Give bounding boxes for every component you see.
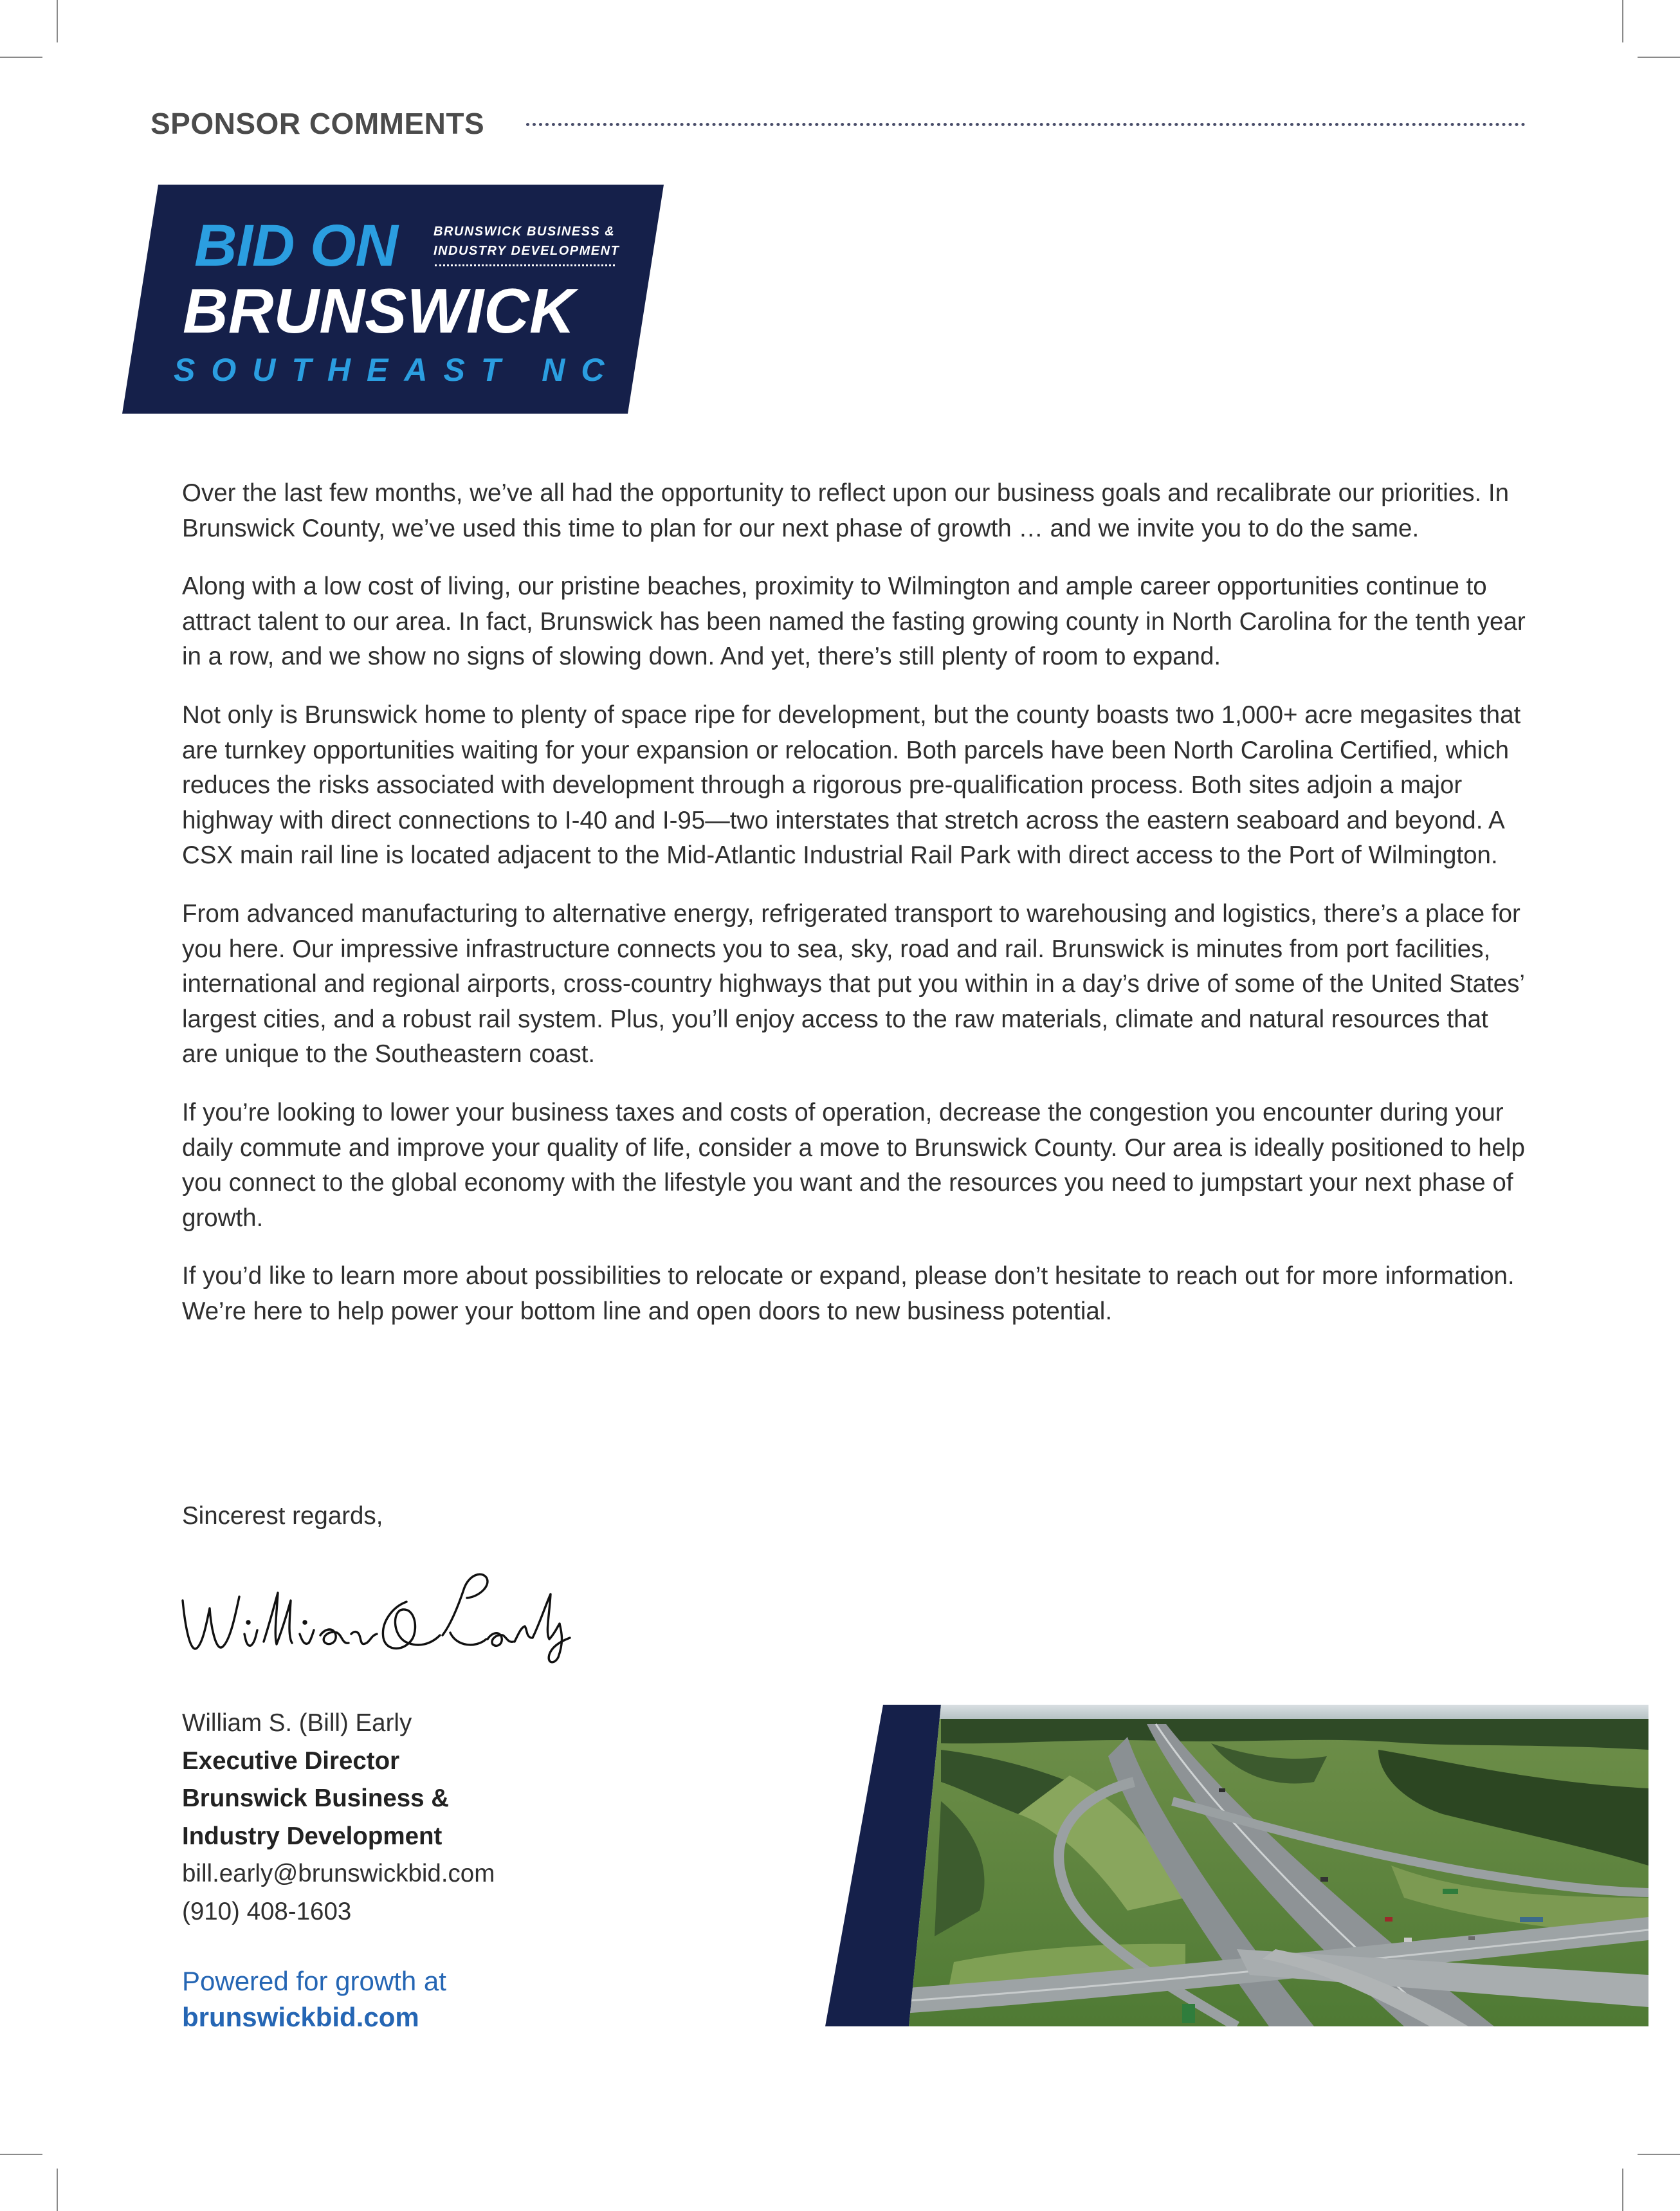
section-title: SPONSOR COMMENTS	[151, 107, 485, 140]
logo-line-bid-on: BID ON	[194, 213, 397, 279]
logo-line-southeast: SOUTHEAST NC	[174, 352, 621, 388]
closing-salutation: Sincerest regards,	[182, 1502, 383, 1530]
contact-org-line1: Brunswick Business &	[182, 1784, 450, 1812]
powered-by-block	[182, 1963, 446, 2035]
contact-org-line2: Industry Development	[182, 1822, 443, 1850]
paragraph-3: Not only is Brunswick home to plenty of space ripe for development, but the county boasts two 1,000+ acre megasites that are turnkey opportunities waiting for your expansion or relocation. Both parcels have been North Carolina Certified, which reduces the risks associated with development through a rigorous pre-qualification process. Both sites adjoin a major highway with direct connections to I-40 and I-95—two interstates that stretch across the eastern seaboard and beyond. A CSX main rail line is located adjacent to the Mid-Atlantic Industrial Rail Park with direct access to the Port of Wilmington.	[182, 701, 1521, 870]
crop-mark-top-right-v	[1622, 0, 1623, 42]
logo-tagline-line1: BRUNSWICK BUSINESS &	[434, 225, 616, 239]
logo-tagline	[434, 222, 620, 261]
logo-line-brunswick: BRUNSWICK	[183, 275, 575, 346]
crop-mark-bottom-left-v	[57, 2169, 58, 2211]
crop-mark-bottom-right-v	[1622, 2169, 1623, 2211]
crop-mark-bottom-right-h	[1638, 2154, 1680, 2155]
paragraph-5: If you’re looking to lower your business taxes and costs of operation, decrease the congestion you encounter during your daily commute and improve your quality of life, consider a move to Brunswick County. Our area is ideally positioned to help you connect to the global economy with the lifestyle you want and the resources you need to jumpstart your next phase of growth.	[182, 1098, 1525, 1232]
paragraph-2: Along with a low cost of living, our pristine beaches, proximity to Wilmington and ample career opportunities continue to attract talent to our area. In fact, Brunswick has been named the fasting growing county in North Carolina for the tenth year in a row, and we show no signs of slowing down. And yet, there’s still plenty of room to expand.	[182, 573, 1526, 671]
crop-mark-top-left-h	[0, 57, 42, 58]
paragraph-4: From advanced manufacturing to alternative energy, refrigerated transport to warehousing and logistics, there’s a place for you here. Our impressive infrastructure connects you to sea, sky, road and rail. Brunswick is minutes from port facilities, international and regional airports, cross-country highways that put you within in a day’s drive of some of the United States’ largest cities, and a robust rail system. Plus, you’ll enjoy access to the raw materials, climate and natural resources that are unique to the Southeastern coast.	[182, 899, 1524, 1069]
paragraph-1: Over the last few months, we’ve all had the opportunity to reflect upon our business goals and recalibrate our priorities. In Brunswick County, we’ve used this time to plan for our next phase of growth … and we invite you to do the same.	[182, 479, 1510, 542]
crop-mark-top-left-v	[57, 0, 58, 42]
logo-tagline-line2: INDUSTRY DEVELOPMENT	[434, 244, 620, 258]
crop-mark-top-right-h	[1638, 57, 1680, 58]
signature-image	[174, 1563, 572, 1666]
contact-name: William S. (Bill) Early	[182, 1709, 412, 1737]
website-link[interactable]: brunswickbid.com	[182, 2002, 419, 2032]
letter-body	[182, 476, 1526, 1352]
bid-on-brunswick-logo	[122, 185, 664, 414]
section-header	[151, 106, 1526, 142]
contact-email[interactable]: bill.early@brunswickbid.com	[182, 1860, 495, 1887]
contact-block	[182, 1705, 495, 1931]
highway-interchange-image	[825, 1705, 1648, 2026]
highway-aerial-photo	[825, 1705, 1648, 2026]
contact-title: Executive Director	[182, 1747, 400, 1775]
dotted-rule	[526, 123, 1526, 126]
powered-line: Powered for growth at	[182, 1966, 446, 1996]
crop-mark-bottom-left-h	[0, 2154, 42, 2155]
logo-tagline-rule	[435, 264, 615, 266]
paragraph-6: If you’d like to learn more about possibilities to relocate or expand, please don’t hesitate to reach out for more information. We’re here to help power your bottom line and open doors to new business potential.	[182, 1262, 1515, 1325]
contact-phone: (910) 408-1603	[182, 1897, 352, 1925]
